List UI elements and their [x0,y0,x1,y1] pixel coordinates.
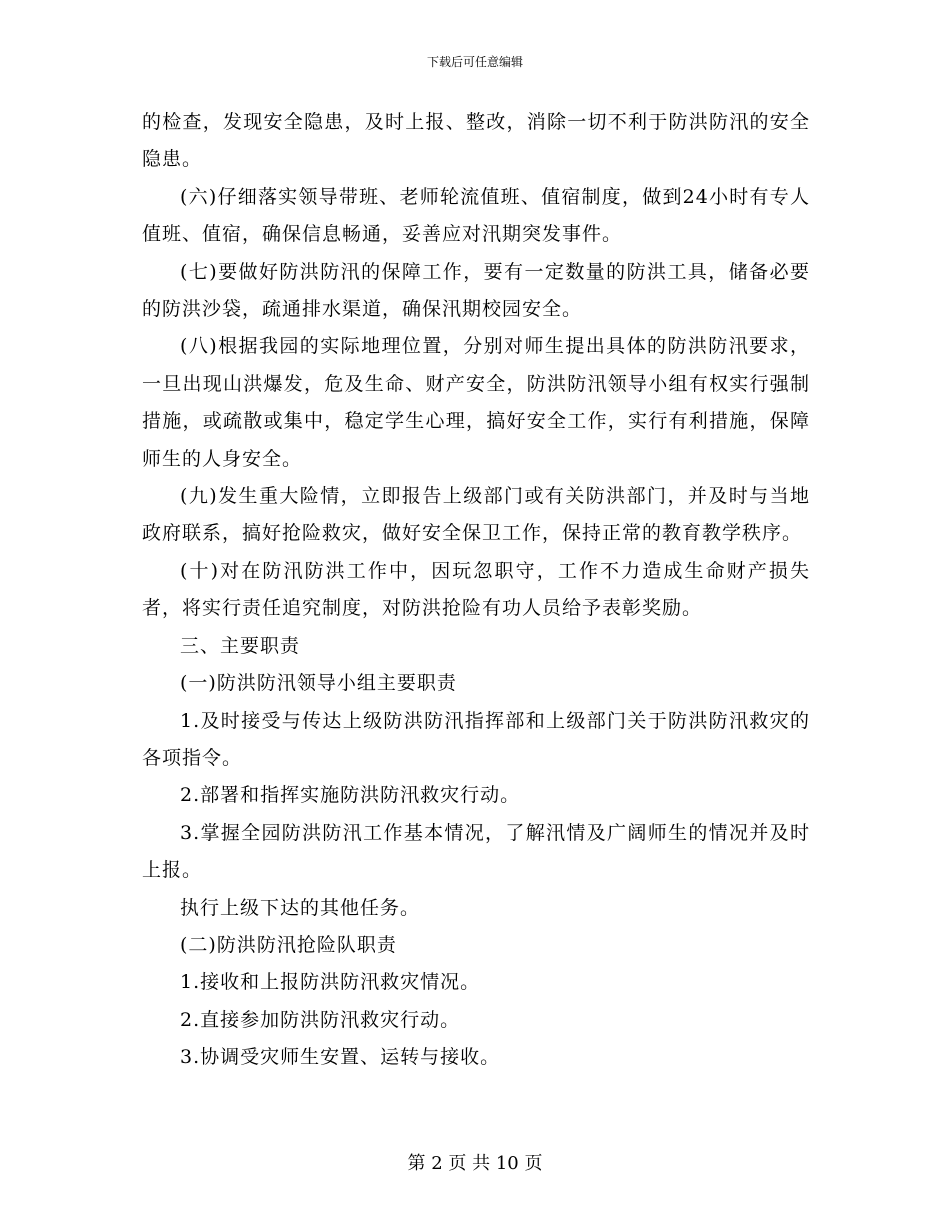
paragraph: (十)对在防汛防洪工作中，因玩忽职守，工作不力造成生命财产损失者，将实行责任追究制度，对防洪抢险有功人员给予表彰奖励。 [142,559,810,620]
list-item: 2.直接参加防洪防汛救灾行动。 [180,1008,461,1031]
list-item: 1.接收和上报防洪防汛救灾情况。 [180,971,481,994]
page-number: 第 2 页 共 10 页 [407,1153,543,1174]
paragraph: (八)根据我园的实际地理位置，分别对师生提出具体的防洪防汛要求，一旦出现山洪爆发，危及生命、财产安全，防洪防汛领导小组有权实行强制措施，或疏散或集中，稳定学生心理，搞好安全工作，实行有利措施，保障师生的人身安全。 [142,335,810,470]
document-body [142,104,810,1077]
list-item: 1.及时接受与传达上级防洪防汛指挥部和上级部门关于防洪防汛救灾的各项指令。 [142,709,810,769]
paragraph: 执行上级下达的其他任务。 [180,896,421,919]
list-item: 3.协调受灾师生安置、运转与接收。 [180,1046,501,1069]
page-header: 下载后可任意编辑 [426,55,523,69]
list-item: 3.掌握全园防洪防汛工作基本情况，了解汛情及广阔师生的情况并及时上报。 [142,821,810,882]
paragraph: (六)仔细落实领导带班、老师轮流值班、值宿制度，做到24小时有专人值班、值宿，确保信息畅通，妥善应对汛期突发事件。 [142,185,810,246]
paragraph: (九)发生重大险情，立即报告上级部门或有关防洪部门，并及时与当地政府联系，搞好抢险救灾，做好安全保卫工作，保持正常的教育教学秩序。 [142,485,810,545]
paragraph: 的检查，发现安全隐患，及时上报、整改，消除一切不利于防洪防汛的安全隐患。 [142,111,810,171]
paragraph: (七)要做好防洪防汛的保障工作，要有一定数量的防洪工具，储备必要的防洪沙袋，疏通排水渠道，确保汛期校园安全。 [142,260,810,321]
subsection-heading: (二)防洪防汛抢险队职责 [180,933,397,956]
subsection-heading: (一)防洪防汛领导小组主要职责 [180,672,457,695]
list-item: 2.部署和指挥实施防洪防汛救灾行动。 [180,784,521,807]
section-heading: 三、主要职责 [180,634,301,657]
